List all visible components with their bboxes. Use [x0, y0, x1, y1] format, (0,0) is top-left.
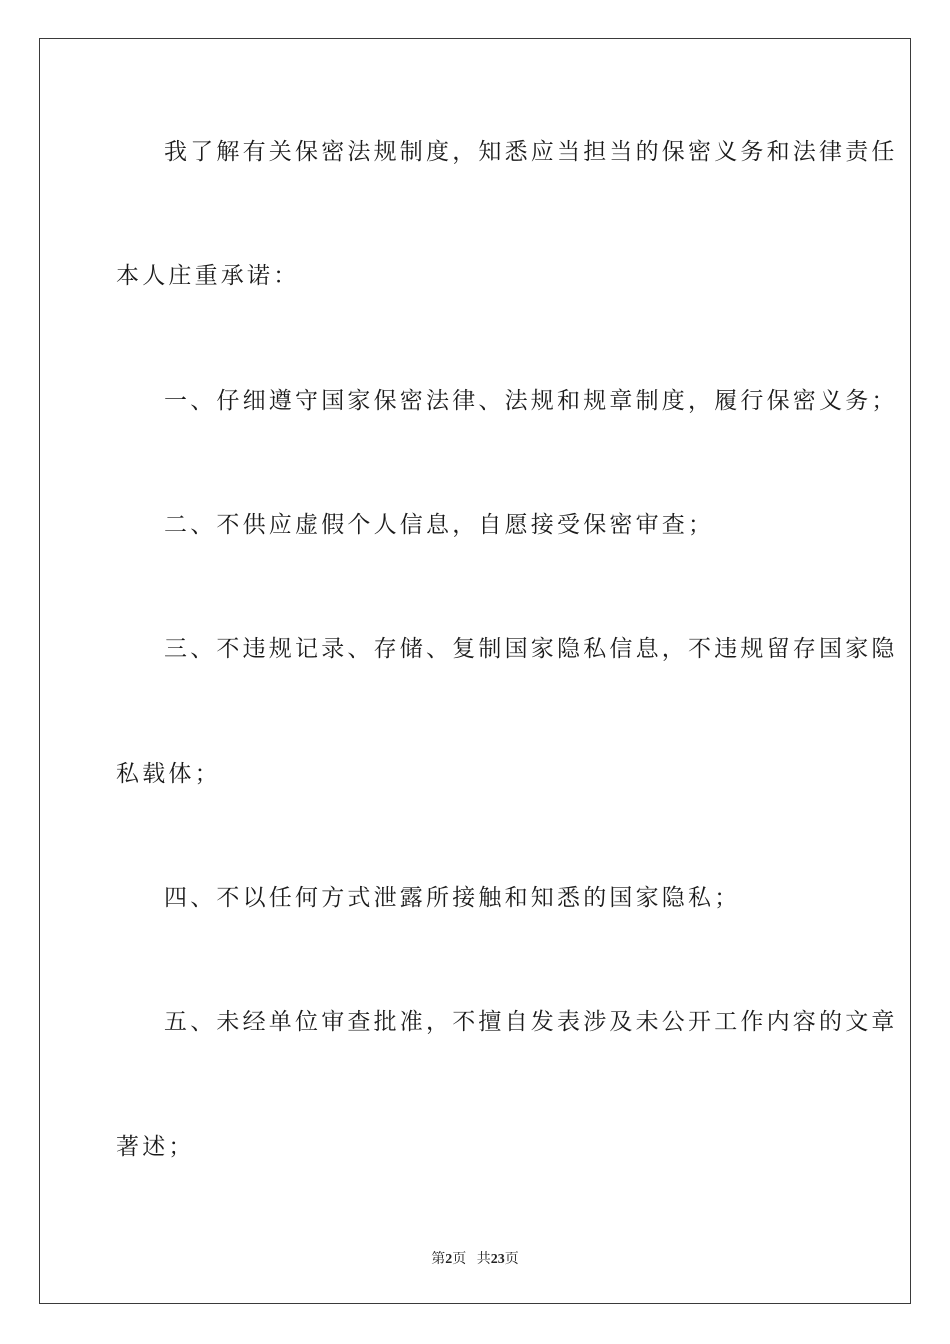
footer-prefix: 第: [431, 1252, 446, 1267]
page-footer: [0, 1248, 950, 1268]
paragraph-line: 三、不违规记录、存储、复制国家隐私信息，不违规留存国家隐: [164, 636, 898, 662]
page-border: [39, 38, 911, 1304]
footer-page-suffix: 页: [452, 1252, 467, 1267]
paragraph-line: 本人庄重承诺：: [116, 263, 300, 289]
paragraph-line: 我了解有关保密法规制度，知悉应当担当的保密义务和法律责任: [164, 139, 898, 165]
footer-total-pages: 23: [490, 1252, 505, 1267]
paragraph-line: 五、未经单位审查批准，不擅自发表涉及未公开工作内容的文章: [164, 1009, 898, 1035]
footer-page-number: 2: [445, 1252, 453, 1267]
footer-total-suffix: 页: [504, 1252, 519, 1267]
paragraph-line: 著述；: [116, 1134, 195, 1160]
paragraph-line: 一、仔细遵守国家保密法律、法规和规章制度，履行保密义务；: [164, 388, 898, 414]
paragraph-line: 四、不以任何方式泄露所接触和知悉的国家隐私；: [164, 885, 741, 911]
footer-total-prefix: 共: [476, 1252, 491, 1267]
paragraph-line: 私载体；: [116, 761, 221, 787]
paragraph-line: 二、不供应虚假个人信息，自愿接受保密审查；: [164, 512, 715, 538]
